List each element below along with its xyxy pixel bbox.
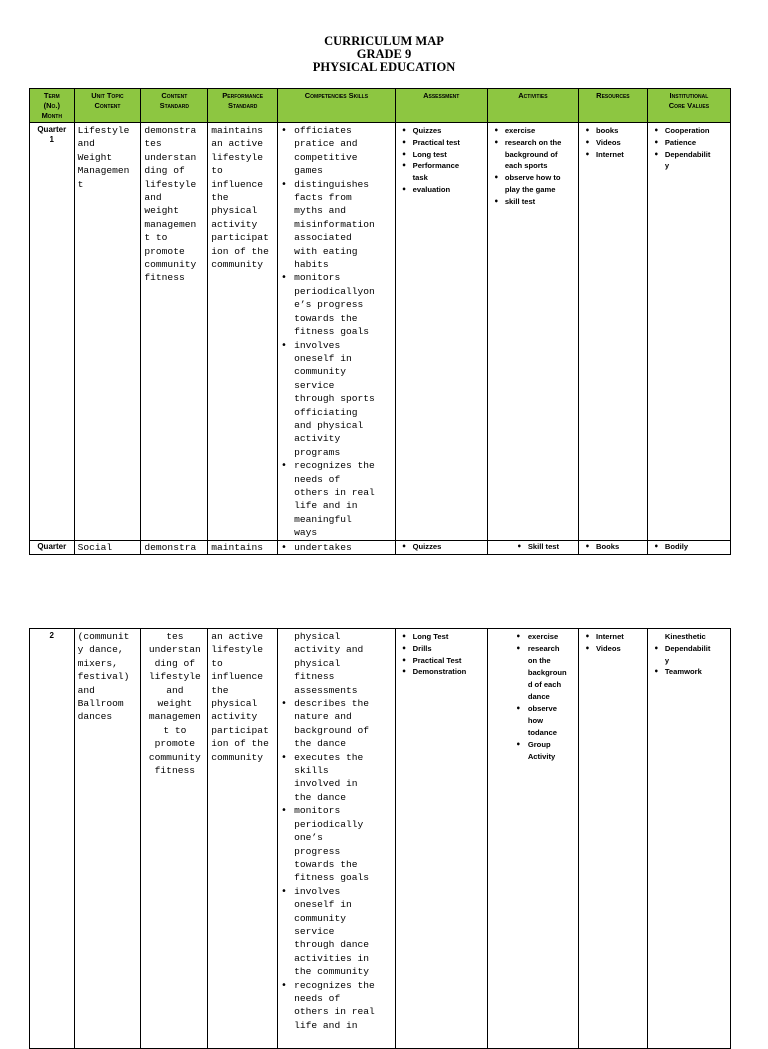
activity-item: • Group Activity (528, 739, 578, 763)
unit-topic-cell: Social (77, 541, 113, 553)
competency-item: • monitors periodically one’s progress towards the fitness goals (294, 804, 395, 884)
assessment-item: • Long Test (413, 631, 487, 643)
core-value-item: • Dependabilit y (665, 643, 730, 667)
unit-topic-cell: (communit y dance, mixers, festival) and Ballroom dances (77, 631, 130, 723)
activity-item: • research on the background of each sports (505, 137, 578, 172)
col-core-values: Institutional Core Values (647, 89, 730, 123)
assessment-item: • Drills (413, 643, 487, 655)
assessment-item: • evaluation (413, 184, 487, 196)
row-quarter-2-start (30, 540, 731, 554)
activities-list (488, 541, 578, 553)
performance-standard-cell: an active lifestyle to influence the physical activity participat ion of the community (211, 631, 269, 763)
row-quarter-2 (30, 629, 731, 1049)
assessment-list (396, 629, 487, 678)
activity-item: • skill test (505, 196, 578, 208)
activity-item: • exercise (505, 125, 578, 137)
header-row (30, 89, 731, 123)
competency-item: • involves oneself in community service through sports officiating and physical activity programs (294, 339, 395, 460)
core-values-list (648, 541, 730, 553)
activity-item: • research on the backgroun d of each dance (528, 643, 578, 703)
performance-standard-cell: maintains an active lifestyle to influence the physical activity participat ion of the community (211, 125, 269, 271)
resource-item: • Videos (596, 137, 647, 149)
curriculum-table-page2 (29, 628, 731, 1049)
col-activities: Activities (487, 89, 578, 123)
competency-item: • executes the skills involved in the dance (294, 751, 395, 805)
competency-item: • recognizes the needs of others in real life and in meaningful ways (294, 459, 395, 539)
assessment-item: • Practical Test (413, 655, 487, 667)
assessment-item: • Long test (413, 149, 487, 161)
col-assessment: Assessment (395, 89, 487, 123)
resource-item: • Books (596, 541, 647, 553)
competency-list (278, 123, 395, 540)
activity-item: • observe how todance (528, 703, 578, 739)
competency-item: • officiates pratice and competitive games (294, 124, 395, 178)
assessment-list (396, 541, 487, 553)
resource-item: • books (596, 125, 647, 137)
competency-item: • undertakes (294, 541, 395, 554)
term-cell: Quarter (37, 541, 67, 551)
resource-item: • Internet (596, 631, 647, 643)
competency-item: • describes the nature and background of the dance (294, 697, 395, 751)
content-standard-cell: demonstra (144, 541, 197, 553)
assessment-item: • Performance task (413, 160, 487, 184)
resource-item: • Internet (596, 149, 647, 161)
content-standard-cell: tes understan ding of lifestyle and weight managemen t to promote community fitness (148, 631, 201, 777)
core-value-item: • Cooperation (665, 125, 730, 137)
col-term: Term (No.) Month (30, 89, 75, 123)
competency-item: • involves oneself in community service through dance activities in the community (294, 885, 395, 979)
assessment-item: • Quizzes (413, 125, 487, 137)
core-value-continued: Kinesthetic (664, 632, 706, 641)
assessment-list (396, 123, 487, 196)
core-value-item: • Patience (665, 137, 730, 149)
competency-item: • monitors periodicallyon e’s progress towards the fitness goals (294, 271, 395, 338)
col-performance-standard: Performance Standard (208, 89, 278, 123)
competency-list (278, 697, 395, 1032)
col-competencies: Competencies Skills (278, 89, 396, 123)
assessment-item: • Practical test (413, 137, 487, 149)
activities-list (488, 629, 578, 763)
curriculum-table-page1 (29, 88, 731, 555)
core-values-list (648, 123, 730, 172)
core-value-item: • Teamwork (665, 666, 730, 678)
content-standard-cell: demonstra tes understan ding of lifestyle and weight managemen t to promote community fitness (144, 125, 197, 284)
competency-item: • distinguishes facts from myths and misinformation associated with eating habits (294, 178, 395, 272)
doc-grade: GRADE 9 (356, 47, 412, 61)
resources-list (579, 123, 647, 160)
resource-item: • Videos (596, 643, 647, 655)
activity-item: • Skill test (528, 541, 578, 553)
activity-item: • exercise (528, 631, 578, 643)
resources-list (579, 629, 647, 655)
competency-item: • recognizes the needs of others in real life and in (294, 979, 395, 1033)
col-content-standard: Content Standard (141, 89, 208, 123)
performance-standard-cell: maintains (211, 541, 264, 553)
activities-list (488, 123, 578, 208)
competency-list (278, 541, 395, 554)
competency-continued: physical activity and physical fitness assessments (294, 631, 364, 696)
core-value-item: • Bodily (665, 541, 730, 553)
term-cell: 2 (49, 631, 54, 640)
assessment-item: • Quizzes (413, 541, 487, 553)
col-unit-topic: Unit Topic Content (74, 89, 141, 123)
row-quarter-1 (30, 123, 731, 541)
resources-list (579, 541, 647, 553)
col-resources: Resources (578, 89, 647, 123)
assessment-item: • Demonstration (413, 666, 487, 678)
doc-title: CURRICULUM MAP (324, 34, 444, 48)
activity-item: • observe how to play the game (505, 172, 578, 196)
core-values-list (648, 643, 730, 678)
unit-topic-cell: Lifestyle and Weight Managemen t (77, 125, 130, 190)
core-value-item: • Dependabilit y (665, 149, 730, 173)
term-cell: Quarter 1 (37, 125, 67, 144)
doc-subject: PHYSICAL EDUCATION (312, 60, 456, 74)
